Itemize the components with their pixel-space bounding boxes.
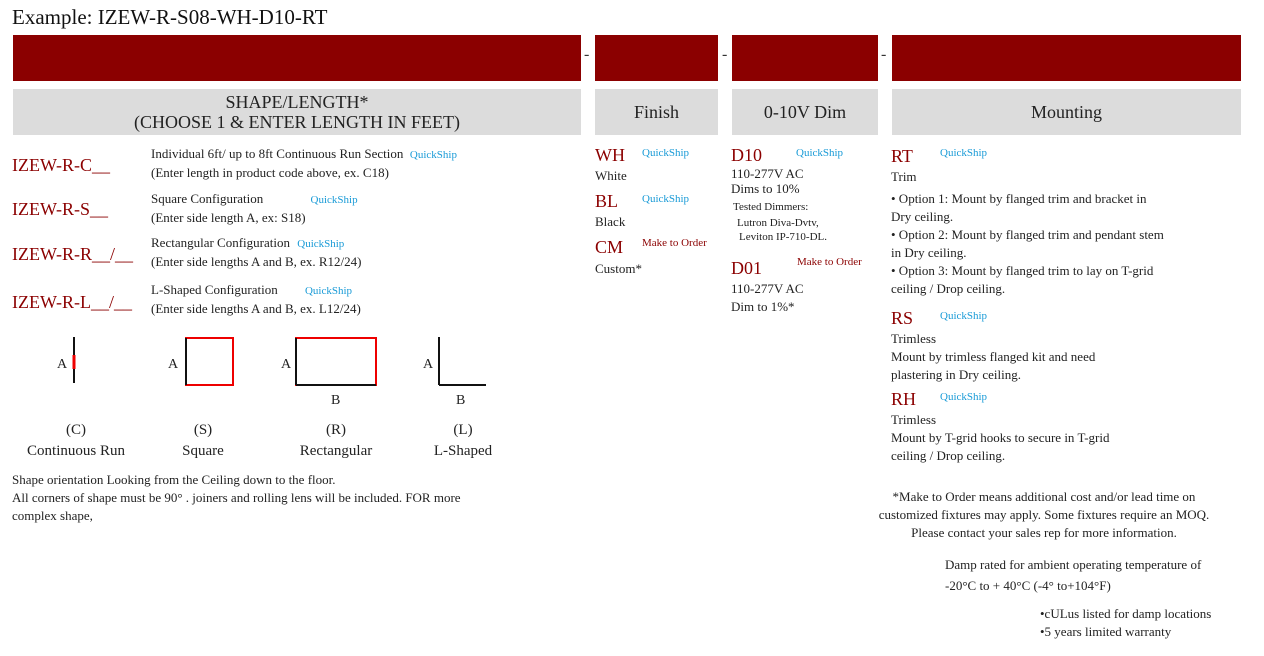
separator-dash: - — [881, 46, 887, 63]
quickship-tag: QuickShip — [310, 194, 358, 206]
quickship-tag: QuickShip — [409, 149, 457, 161]
header-shape-line1: SHAPE/LENGTH* — [225, 92, 369, 112]
quickship-tag: QuickShip — [642, 147, 690, 159]
dim-tested-dimmers: Tested Dimmers: Lutron Diva-Dvtv, Leviton IP-710-DL. — [733, 201, 827, 243]
dim-d10-desc: 110-277V AC Dims to 10% — [731, 166, 804, 196]
dim-code-d10: D10 — [731, 145, 762, 165]
shape-diagrams — [50, 333, 500, 413]
shape-code-s: IZEW-R-S__ — [12, 199, 108, 219]
red-bar-shape — [13, 35, 581, 81]
red-bar-dim — [732, 35, 878, 81]
diagram-label-c: (C) Continuous Run — [27, 422, 125, 459]
diagram-label-r: (R) Rectangular — [299, 422, 373, 459]
quickship-tag: QuickShip — [940, 147, 988, 159]
quickship-tag: QuickShip — [304, 285, 353, 297]
red-bar-finish — [595, 35, 718, 81]
dim-d01-desc: 110-277V AC Dim to 1%* — [731, 281, 804, 314]
finish-desc-bl: Black — [595, 214, 626, 229]
finish-code-bl: BL — [595, 191, 619, 211]
diagram-b-label: B — [331, 393, 341, 408]
diagram-b-label: B — [456, 393, 466, 408]
mount-code-rs: RS — [891, 308, 914, 328]
shape-notes: Shape orientation Looking from the Ceiling down to the floor. All corners of shape must be 90° . joiners and rolling lens will be included. FOR more complex shape, — [12, 472, 461, 523]
quickship-tag: QuickShip — [940, 310, 988, 322]
mount-code-rt: RT — [891, 146, 913, 166]
header-shape — [13, 89, 581, 135]
make-to-order-tag: Make to Order — [642, 237, 707, 249]
quickship-tag: QuickShip — [796, 147, 844, 159]
quickship-tag: QuickShip — [940, 391, 988, 403]
shape-desc-s: Square Configuration QuickShip (Enter side length A, ex: S18) — [151, 191, 358, 225]
header-shape-line2: (CHOOSE 1 & ENTER LENGTH IN FEET) — [134, 112, 460, 132]
finish-code-wh: WH — [595, 145, 625, 165]
diagram-a-label: A — [57, 357, 68, 372]
dim-code-d01: D01 — [731, 258, 762, 278]
finish-code-cm: CM — [595, 237, 624, 257]
make-to-order-note: *Make to Order means additional cost and/or lead time on customized fixtures may apply. Some fixtures require an MOQ. Please contact your sales rep for more information. — [878, 489, 1210, 540]
header-dim: 0-10V Dim — [732, 89, 878, 135]
mount-rs-desc: Trimless Mount by trimless flanged kit and need plastering in Dry ceiling. — [891, 331, 1096, 382]
quickship-tag: QuickShip — [642, 193, 690, 205]
make-to-order-tag: Make to Order — [797, 256, 862, 268]
shape-code-l: IZEW-R-L__/__ — [12, 292, 132, 312]
shape-desc-c: Individual 6ft/ up to 8ft Continuous Run Section QuickShip (Enter length in product code above, ex. C18) — [151, 146, 457, 180]
diagram-s-red — [186, 338, 233, 385]
diagram-a-label: A — [423, 357, 434, 372]
mount-rt-desc: Trim • Option 1: Mount by flanged trim and bracket in Dry ceiling. • Option 2: Mount by flanged trim and pendant stem in Dry ceiling. • Option 3: Mount by flanged trim to lay on T-grid ceiling / Drop ceiling. — [891, 169, 1164, 296]
finish-desc-wh: White — [595, 168, 627, 183]
red-bar-mounting — [892, 35, 1241, 81]
mount-rh-desc: Trimless Mount by T-grid hooks to secure in T-grid ceiling / Drop ceiling. — [891, 412, 1110, 463]
shape-code-c: IZEW-R-C__ — [12, 155, 110, 175]
separator-dash: - — [722, 46, 728, 63]
shape-desc-l: L-Shaped Configuration QuickShip (Enter side lengths A and B, ex. L12/24) — [151, 282, 361, 316]
header-finish: Finish — [595, 89, 718, 135]
header-mounting: Mounting — [892, 89, 1241, 135]
mount-code-rh: RH — [891, 389, 917, 409]
shape-code-r: IZEW-R-R__/__ — [12, 244, 133, 264]
diagram-r-red — [296, 338, 376, 385]
shape-desc-r: Rectangular Configuration QuickShip (Enter side lengths A and B, ex. R12/24) — [151, 235, 362, 269]
diagram-a-label: A — [281, 357, 292, 372]
diagram-a-label: A — [168, 357, 179, 372]
quickship-tag: QuickShip — [297, 238, 345, 250]
page-title: Example: IZEW-R-S08-WH-D10-RT — [12, 5, 328, 29]
certification-note: •cULus listed for damp locations •5 years limited warranty — [1040, 606, 1212, 639]
finish-desc-cm: Custom* — [595, 261, 642, 276]
diagram-label-l: (L) L-Shaped — [433, 422, 493, 459]
separator-dash: - — [584, 46, 590, 63]
damp-rating-note: Damp rated for ambient operating temperature of -20°C to + 40°C (-4° to+104°F) — [945, 557, 1202, 593]
diagram-label-s: (S) Square — [182, 422, 224, 459]
